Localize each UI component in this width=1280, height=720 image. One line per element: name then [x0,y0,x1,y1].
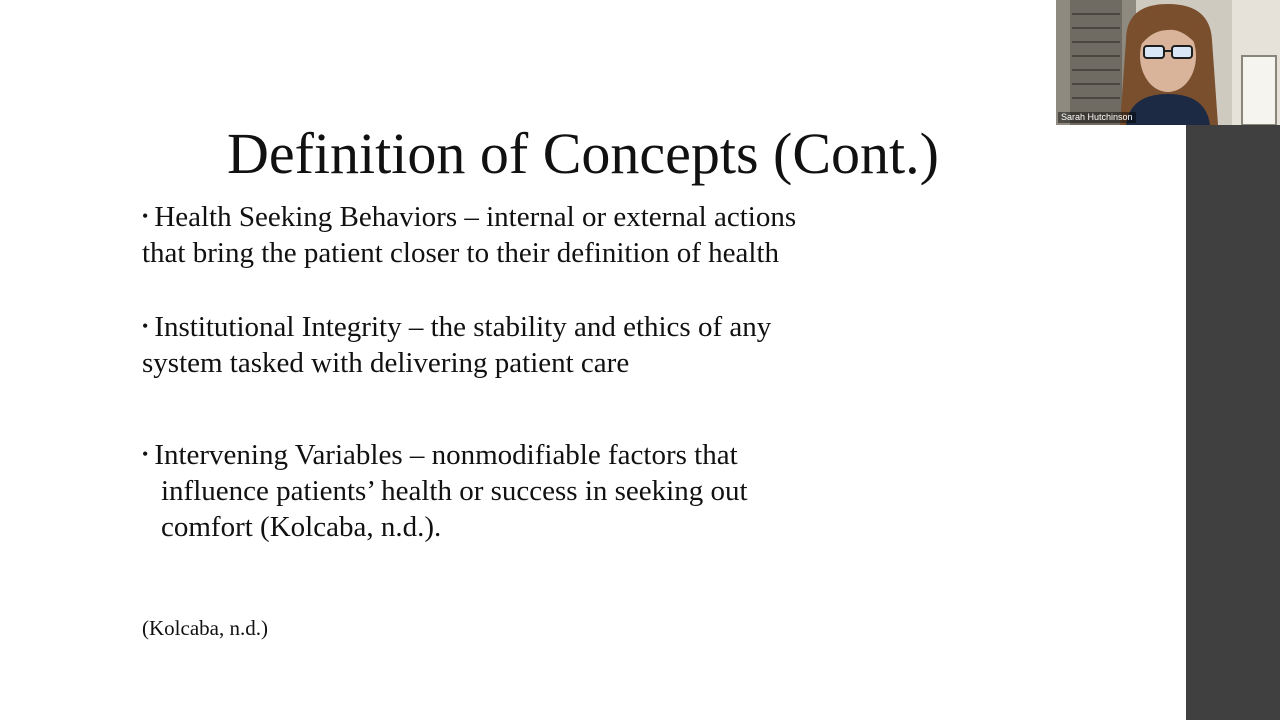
participant-name-label: Sarah Hutchinson [1058,112,1136,123]
bullet-dot: • [142,444,149,464]
bullet-intervening-variables [142,436,748,545]
bullet-text-line: influence patients’ health or success in seeking out [161,475,748,507]
participant-video-feed [1056,0,1280,125]
bullet-dot: • [142,206,149,226]
bullet-text-line: comfort (Kolcaba, n.d.). [161,511,442,543]
bullet-institutional-integrity [142,308,771,381]
bullet-dot: • [142,316,149,336]
bullet-text-line: that bring the patient closer to their definition of health [142,237,780,269]
bullet-text-line: Health Seeking Behaviors – internal or external actions [154,201,797,233]
bullet-health-seeking-behaviors [142,198,796,271]
slide-citation: (Kolcaba, n.d.) [142,616,268,640]
participant-video-tile[interactable] [1056,0,1280,125]
bullet-text-line: Intervening Variables – nonmodifiable factors that [154,439,738,471]
slide-title: Definition of Concepts (Cont.) [226,121,939,186]
bullet-text-line: Institutional Integrity – the stability and ethics of any [154,311,772,343]
bullet-text-line: system tasked with delivering patient care [142,347,630,379]
